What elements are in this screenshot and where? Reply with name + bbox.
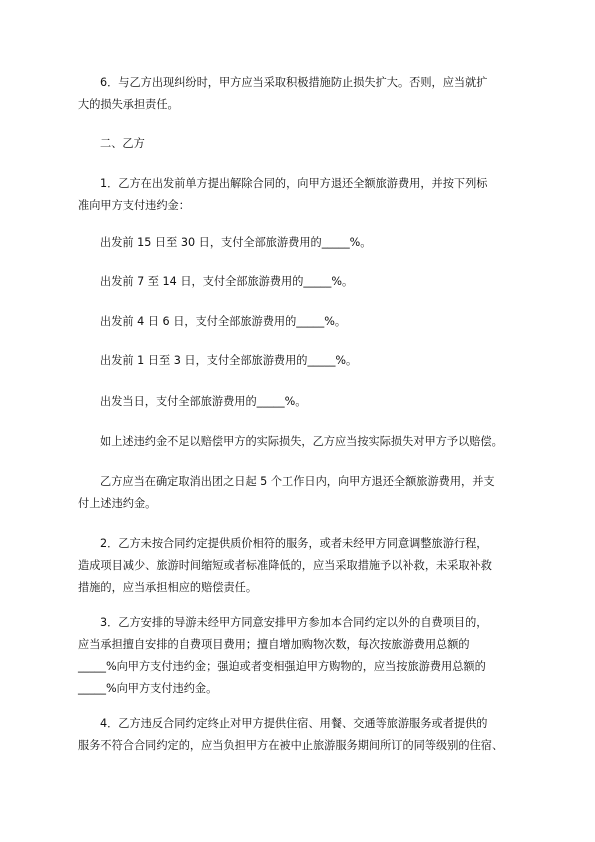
section-heading-party-b xyxy=(78,133,524,155)
paragraph-line: 造成项目减少、旅游时间缩短或者标准降低的，应当采取措施予以补救，未采取补救 xyxy=(78,559,492,572)
clause-4 xyxy=(78,713,524,757)
refund-paragraph xyxy=(78,471,524,515)
section-heading-text: 二、乙方 xyxy=(100,137,145,150)
paragraph-line: 措施的，应当承担相应的赔偿责任。 xyxy=(78,581,258,594)
paragraph-line: 如上述违约金不足以赔偿甲方的实际损失，乙方应当按实际损失对甲方予以赔偿。 xyxy=(100,435,503,448)
paragraph-line: 出发前 4 日 6 日，支付全部旅游费用的_____%。 xyxy=(100,315,347,328)
paragraph-line: 6．与乙方出现纠纷时，甲方应当采取积极措施防止损失扩大。否则，应当就扩 xyxy=(100,76,488,89)
clause-1 xyxy=(78,173,524,217)
penalty-rate-line xyxy=(78,232,524,254)
penalty-rate-line xyxy=(78,311,524,333)
paragraph-line: 服务不符合合同约定的，应当负担甲方在被中止旅游服务期间所订的同等级别的住宿、 xyxy=(78,739,504,752)
paragraph-line: 付上述违约金。 xyxy=(78,497,157,510)
paragraph-line: 准向甲方支付违约金： xyxy=(78,199,190,212)
paragraph-item-6 xyxy=(78,72,524,116)
paragraph-line: 出发前 15 日至 30 日，支付全部旅游费用的_____%。 xyxy=(100,236,372,249)
paragraph-line: _____%向甲方支付违约金；强迫或者变相强迫甲方购物的，应当按旅游费用总额的 xyxy=(78,660,486,673)
clause-2 xyxy=(78,533,524,599)
clause-3 xyxy=(78,612,524,700)
paragraph-line: 1．乙方在出发前单方提出解除合同的，向甲方退还全额旅游费用，并按下列标 xyxy=(100,177,488,190)
paragraph-line: 4．乙方违反合同约定终止对甲方提供住宿、用餐、交通等旅游服务或者提供的 xyxy=(100,717,488,730)
paragraph-line: 乙方应当在确定取消出团之日起 5 个工作日内，向甲方退还全额旅游费用，并支 xyxy=(100,475,495,488)
paragraph-line: 大的损失承担责任。 xyxy=(78,98,179,111)
penalty-rate-line xyxy=(78,271,524,293)
paragraph-line: 应当承担擅自安排的自费项目费用；擅自增加购物次数，每次按旅游费用总额的 xyxy=(78,638,470,651)
penalty-rate-line xyxy=(78,391,524,413)
paragraph-line: 3．乙方安排的导游未经甲方同意安排甲方参加本合同约定以外的自费项目的， xyxy=(100,616,488,629)
paragraph-line: 出发当日，支付全部旅游费用的_____%。 xyxy=(100,395,307,408)
paragraph-line: 出发前 1 日至 3 日，支付全部旅游费用的_____%。 xyxy=(100,354,358,367)
penalty-rate-line xyxy=(78,350,524,372)
paragraph-line: 出发前 7 至 14 日，支付全部旅游费用的_____%。 xyxy=(100,275,354,288)
paragraph-line: 2．乙方未按合同约定提供质价相符的服务，或者未经甲方同意调整旅游行程， xyxy=(100,537,488,550)
paragraph-line: _____%向甲方支付违约金。 xyxy=(78,682,218,695)
compensation-paragraph xyxy=(78,431,524,453)
